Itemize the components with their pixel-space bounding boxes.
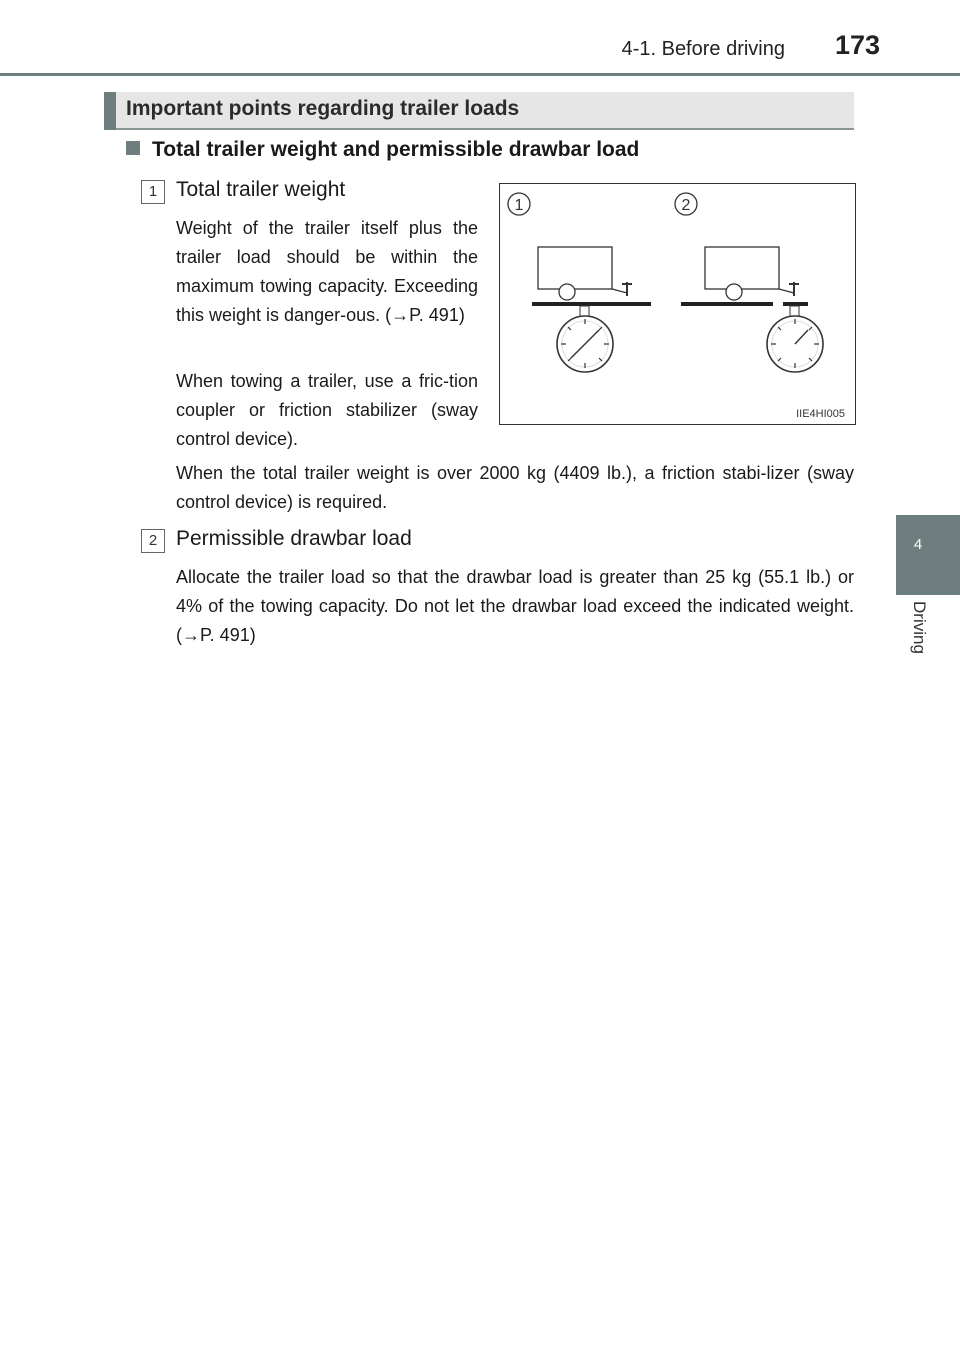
item-title-drawbar-load: Permissible drawbar load [176, 527, 412, 550]
section-title: 4-1. Before driving [621, 38, 785, 60]
trailer-scale-illustration [500, 184, 855, 424]
scale-platform-icon [783, 302, 808, 306]
scale-platform-icon [532, 302, 651, 306]
chapter-label [903, 601, 933, 681]
chapter-label-text: Driving [910, 601, 929, 654]
header-divider [0, 73, 960, 76]
figure-code: IIE4HI005 [796, 408, 845, 420]
trailer-wheel-icon [559, 284, 575, 300]
item-badge-1: 1 [141, 180, 165, 204]
paragraph-stabilizer-required: When the total trailer weight is over 2000 kg (4409 lb.), a friction stabi-lizer (sway control device) is required. [176, 463, 854, 512]
sub-heading [126, 138, 639, 162]
page-number: 173 [835, 30, 881, 60]
trailer-body-icon [538, 247, 612, 289]
chapter-tab [896, 515, 960, 595]
ground-line-icon [681, 302, 773, 306]
banner-title: Important points regarding trailer loads [126, 97, 520, 120]
paragraph-friction-coupler: When towing a trailer, use a fric-tion coupler or friction stabilizer (sway control device). [176, 371, 478, 449]
figure-label-1: 1 [514, 197, 524, 214]
paragraph-drawbar-allocation: Allocate the trailer load so that the drawbar load is greater than 25 kg (55.1 lb.) or 4% of the towing capacity. Do not let the drawbar load exceed the indicated weight. (→P. 491) [176, 567, 854, 645]
paragraph-weight-limit: Weight of the trailer itself plus the trailer load should be within the maximum towing capacity. Exceeding this weight is danger-ous. (→P. 491) [176, 218, 478, 325]
jack-stand-icon [789, 282, 799, 296]
item-title-total-trailer-weight: Total trailer weight [176, 178, 346, 201]
chapter-number: 4 [913, 536, 923, 553]
trailer-body-icon [705, 247, 779, 289]
sub-heading-text: Total trailer weight and permissible drawbar load [152, 138, 640, 161]
jack-stand-icon [622, 282, 632, 296]
square-bullet-icon [126, 141, 140, 155]
figure-label-2: 2 [681, 197, 691, 214]
trailer-wheel-icon [726, 284, 742, 300]
item-badge-2: 2 [141, 529, 165, 553]
banner-accent-bar [104, 92, 116, 130]
trailer-weight-figure [499, 183, 856, 425]
